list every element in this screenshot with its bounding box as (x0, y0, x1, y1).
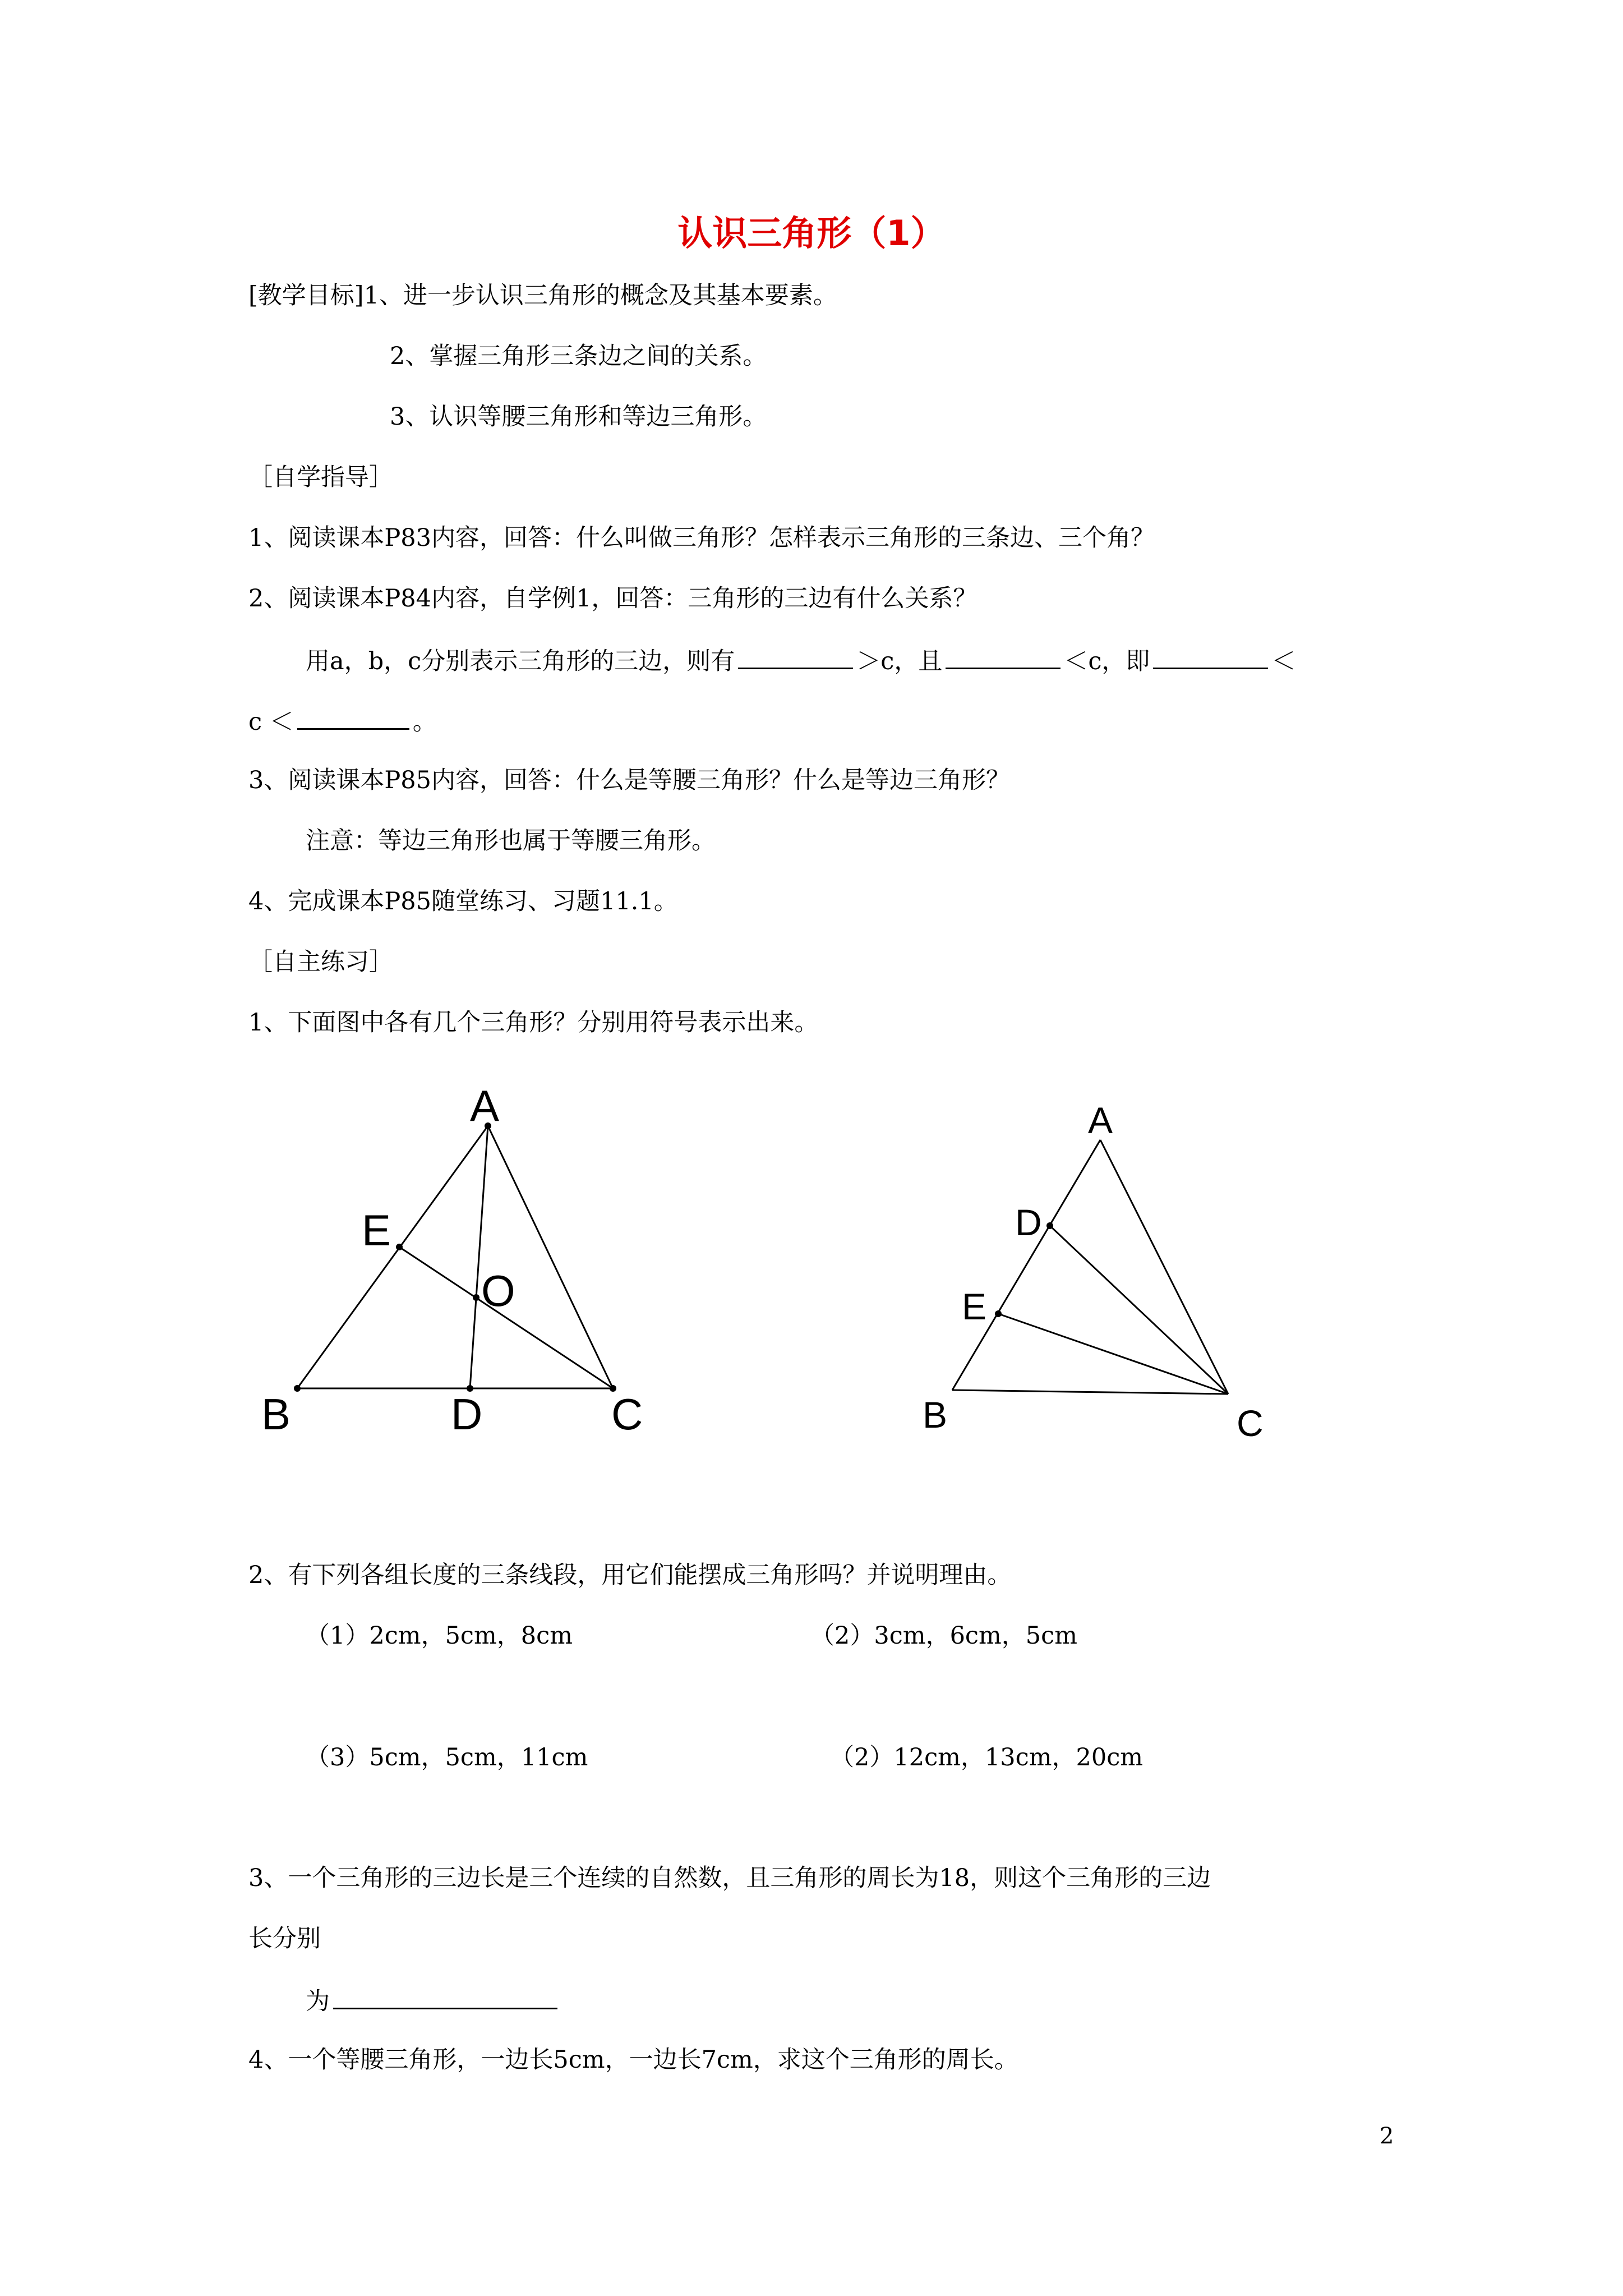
segment-ad (470, 1126, 488, 1388)
self-study-question-3: 3、阅读课本P85内容，回答：什么是等腰三角形？什么是等边三角形？ (248, 766, 1011, 794)
page-title: 认识三角形（1） (677, 213, 946, 254)
segment-ac (488, 1126, 613, 1388)
practice-question-2: 2、有下列各组长度的三条线段，用它们能摆成三角形吗？并说明理由。 (248, 1561, 1012, 1589)
point-b (294, 1385, 301, 1392)
fill-text-d: ＜ (1271, 647, 1296, 675)
practice-label: ［自主练习］ (248, 948, 393, 976)
practice-question-4: 4、一个等腰三角形，一边长5cm，一边长7cm，求这个三角形的周长。 (248, 2046, 1018, 2074)
self-study-note: 注意：等边三角形也属于等腰三角形。 (306, 827, 716, 855)
self-study-question-4: 4、完成课本P85随堂练习、习题11.1。 (248, 887, 678, 915)
objective-item-3: 3、认识等腰三角形和等边三角形。 (390, 403, 767, 431)
figure-2 (952, 1140, 1228, 1394)
figure-1-points (294, 1122, 616, 1392)
segment-ab-2 (952, 1140, 1100, 1390)
practice-question-3-line-1: 3、一个三角形的三边长是三个连续的自然数，且三角形的周长为18，则这个三角形的三边 (248, 1864, 1211, 1892)
q3-answer-blank[interactable] (333, 1987, 557, 2009)
fig2-label-e: E (962, 1286, 987, 1327)
q2-option-1: （1）2cm，5cm，8cm (306, 1622, 573, 1650)
fig2-label-c: C (1237, 1402, 1264, 1444)
q2-option-3: （3）5cm，5cm，11cm (306, 1743, 588, 1772)
objectives-label: [教学目标] (248, 282, 364, 310)
q2-option-2: （2）3cm，6cm，5cm (810, 1622, 1078, 1650)
point-e-2 (995, 1310, 1002, 1317)
figure-1-labels (261, 1081, 643, 1439)
fig1-label-a: A (470, 1081, 500, 1130)
objective-item-2: 2、掌握三角形三条边之间的关系。 (390, 342, 767, 370)
fill-text-c: ＜c，即 (1064, 647, 1150, 675)
fig1-label-d: D (451, 1389, 483, 1439)
point-o (473, 1294, 479, 1301)
fig2-label-b: B (923, 1394, 948, 1435)
fig1-label-c: C (611, 1389, 643, 1439)
segment-dc (1050, 1226, 1228, 1394)
q3-answer-prefix: 为 (306, 1987, 330, 2016)
fig1-label-e: E (362, 1205, 391, 1255)
practice-question-1: 1、下面图中各有几个三角形？分别用符号表示出来。 (248, 1009, 819, 1037)
fill-text-f: 。 (412, 708, 437, 736)
point-e (396, 1244, 403, 1250)
segment-ab (297, 1126, 488, 1388)
fig1-label-b: B (261, 1389, 291, 1439)
practice-question-3-line-2: 长分别 (248, 1925, 321, 1953)
page-number: 2 (1380, 2123, 1394, 2149)
fill-text-e: c ＜ (248, 708, 294, 736)
practice-question-3-line-3 (306, 1987, 561, 2014)
self-study-question-2: 2、阅读课本P84内容，自学例1，回答：三角形的三边有什么关系？ (248, 585, 978, 613)
fill-text-a: 用a，b，c分别表示三角形的三边，则有 (306, 647, 735, 675)
self-study-question-1: 1、阅读课本P83内容，回答：什么叫做三角形？怎样表示三角形的三条边、三个角？ (248, 524, 1155, 552)
fig2-label-d: D (1015, 1202, 1042, 1243)
figure-1 (297, 1126, 613, 1388)
fill-text-b: ＞c，且 (856, 647, 943, 675)
fig2-label-a: A (1088, 1099, 1113, 1141)
q2-option-4: （2）12cm，13cm，20cm (830, 1743, 1144, 1772)
point-d-2 (1046, 1222, 1053, 1229)
fig1-label-o: O (481, 1266, 515, 1315)
segment-bc-2 (952, 1390, 1228, 1394)
objective-item-1: 1、进一步认识三角形的概念及其基本要素。 (363, 282, 837, 310)
self-study-label: ［自学指导］ (248, 463, 393, 491)
